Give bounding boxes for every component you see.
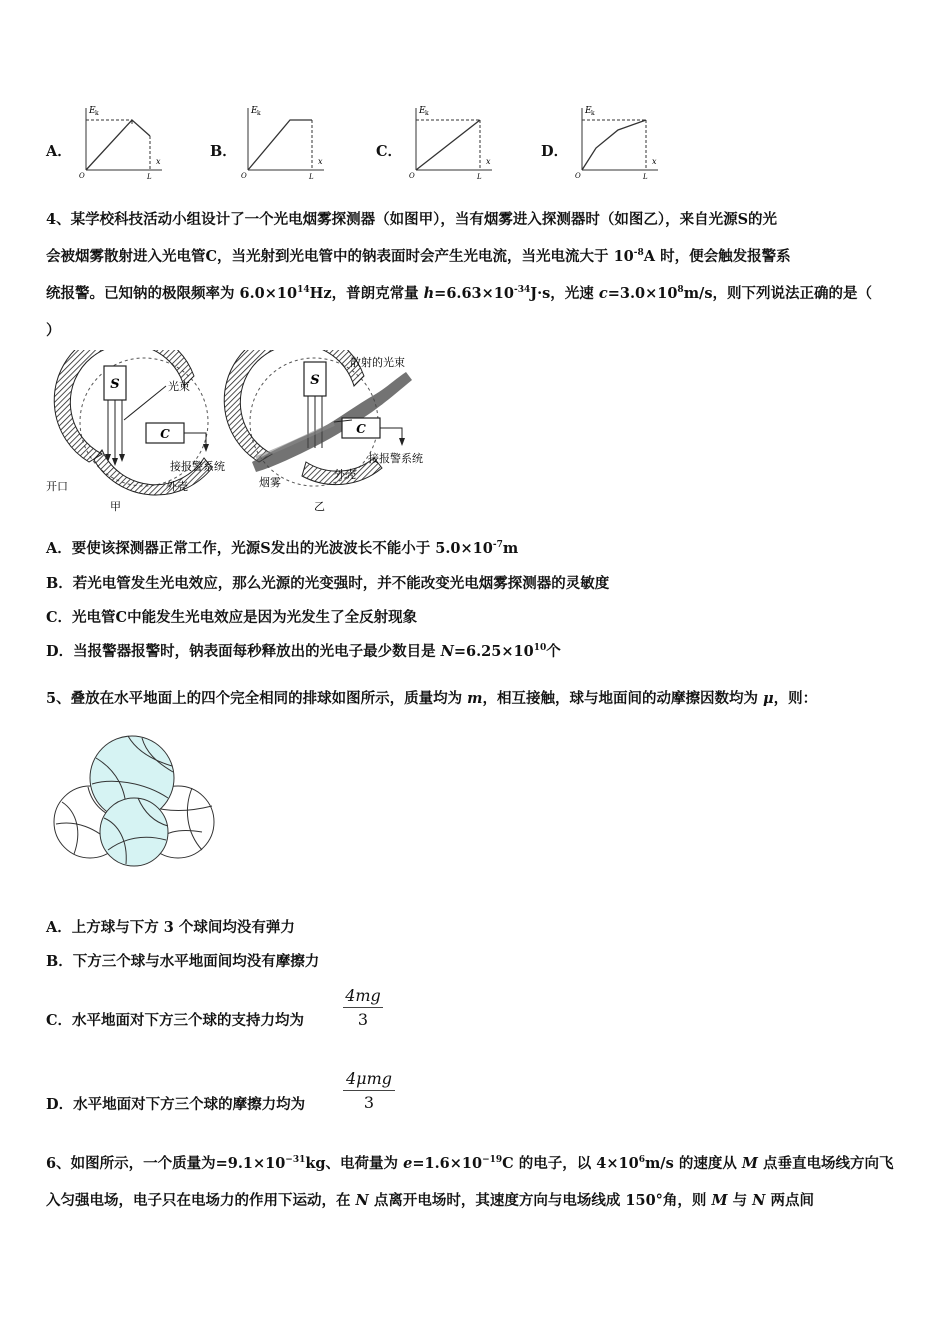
q5-option-b[interactable]: B．下方三个球与水平地面间均没有摩擦力 xyxy=(46,953,320,970)
origin-label: O xyxy=(241,172,247,180)
fraction-denominator: 3 xyxy=(357,1010,369,1029)
axis-y-sub: k xyxy=(257,110,261,117)
axis-x-label: x xyxy=(318,157,323,166)
origin-label: O xyxy=(575,172,581,180)
figure-jia xyxy=(46,350,225,513)
q5-option-a[interactable]: A．上方球与下方 3 个球间均没有弹力 xyxy=(46,919,295,936)
c-label: C xyxy=(160,427,170,441)
q6-stem-line-2: 入匀强电场，电子只在电场力的作用下运动，在 N 点离开电场时，其速度方向与电场线成 150°角，则 M 与 N 两点间 xyxy=(46,1192,814,1209)
axis-y-label: E xyxy=(251,106,258,116)
graph-d xyxy=(574,102,664,180)
smoke-detector-figure xyxy=(44,350,454,520)
q6-stem-line-1: 6、如图所示，一个质量为$=9.1\times 10^{-31}kg$、电荷量为 $e=1.6\times 10^{-19}C$ 的电子，以 $4\times 10^6m/s$ 的速度从 M 点垂直电场线方向飞 xyxy=(46,1155,894,1172)
graph-c xyxy=(408,102,498,180)
shell-label: 外壳 xyxy=(166,480,188,493)
q4-option-d[interactable]: D．当报警器报警时，钠表面每秒释放出的光电子最少数目是 $N=6.25\times 10^{10}$个 xyxy=(46,643,561,660)
origin-label: O xyxy=(409,172,415,180)
yi-label: 乙 xyxy=(314,500,325,513)
q5-stem: 5、叠放在水平地面上的四个完全相同的排球如图所示，质量均为 m，相互接触，球与地面间的动摩擦因数均为 μ，则： xyxy=(46,690,818,707)
figure-yi xyxy=(224,350,423,513)
axis-y-sub: k xyxy=(425,110,429,117)
volleyball-stack-figure xyxy=(52,732,217,867)
q4-option-c[interactable]: C．光电管C中能发生光电效应是因为光发生了全反射现象 xyxy=(46,609,418,626)
q4-stem-line-4: ） xyxy=(46,322,61,339)
axis-x-label: x xyxy=(156,157,161,166)
fraction-numerator: 4mg xyxy=(343,986,383,1008)
option-c-label[interactable]: C． xyxy=(376,143,403,160)
axis-y-label: E xyxy=(585,106,592,116)
q4-option-a[interactable]: A．要使该探测器正常工作，光源S发出的光波波长不能小于 $5.0\times 10^{-7}m$ xyxy=(46,540,519,557)
s-label: S xyxy=(310,373,320,388)
axis-y-label: E xyxy=(89,106,96,116)
opening-label: 开口 xyxy=(46,480,68,493)
origin-label: O xyxy=(79,172,85,180)
fraction-numerator: 4μmg xyxy=(343,1069,395,1091)
axis-x-label: x xyxy=(652,157,657,166)
option-b-label[interactable]: B． xyxy=(210,143,237,160)
graph-a xyxy=(78,102,168,180)
option-d-label[interactable]: D． xyxy=(541,143,569,160)
x-mark-label: L xyxy=(643,173,648,180)
q5-option-c-fraction xyxy=(343,986,383,1029)
beam-label: 光束 xyxy=(168,380,190,393)
graph-b xyxy=(240,102,330,180)
q5-option-d-fraction xyxy=(343,1069,395,1112)
c-label: C xyxy=(356,422,366,436)
smoke-label: 烟雾 xyxy=(259,476,281,489)
x-mark-label: L xyxy=(477,173,482,180)
q5-option-d[interactable]: D．水平地面对下方三个球的摩擦力均为 xyxy=(46,1096,306,1113)
q4-option-b[interactable]: B．若光电管发生光电效应，那么光源的光变强时，并不能改变光电烟雾探测器的灵敏度 xyxy=(46,575,610,592)
q4-stem-line-1: 4、某学校科技活动小组设计了一个光电烟雾探测器（如图甲），当有烟雾进入探测器时（如图乙），来自光源S的光 xyxy=(46,211,778,228)
x-mark-label: L xyxy=(309,173,314,180)
jia-label: 甲 xyxy=(110,500,121,513)
fraction-denominator: 3 xyxy=(363,1093,375,1112)
q5-option-c[interactable]: C．水平地面对下方三个球的支持力均为 xyxy=(46,1012,305,1029)
axis-y-sub: k xyxy=(591,110,595,117)
scattered-beam-label: 散射的光束 xyxy=(350,356,405,369)
q4-stem-line-2: 会被烟雾散射进入光电管C，当光射到光电管中的钠表面时会产生光电流，当光电流大于 $10^{-8}A$ 时，便会触发报警系 xyxy=(46,248,791,265)
axis-x-label: x xyxy=(486,157,491,166)
option-a-label[interactable]: A． xyxy=(46,143,72,160)
axis-y-label: E xyxy=(419,106,426,116)
q4-stem-line-3: 统报警。已知钠的极限频率为 $6.0\times 10^{14}Hz$，普朗克常量 $h=6.63\times 10^{-34}J\cdot s$，光速 $c=3.0\times 10^8m/s$，则下列说法正确的是（ xyxy=(46,285,872,302)
alarm-label: 接报警系统 xyxy=(368,452,423,465)
axis-y-sub: k xyxy=(95,110,99,117)
shell-label: 外壳 xyxy=(334,468,356,481)
x-mark-label: L xyxy=(147,173,152,180)
s-label: S xyxy=(110,377,120,392)
alarm-label: 接报警系统 xyxy=(170,460,225,473)
